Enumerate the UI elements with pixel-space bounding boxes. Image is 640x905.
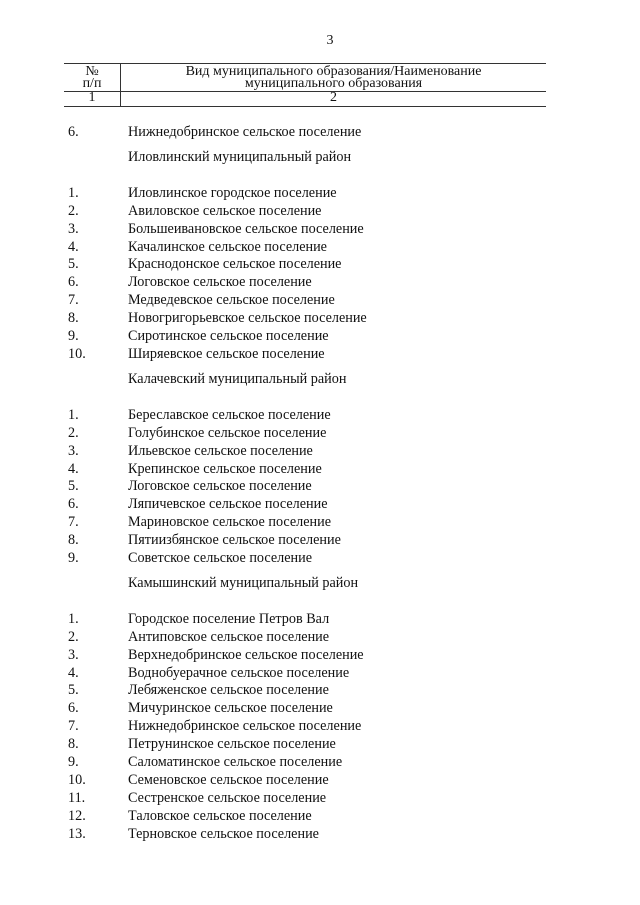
item-number: 5. [68,478,79,495]
list-item [68,292,588,310]
item-name: Логовское сельское поселение [128,274,312,291]
list-item [68,629,588,647]
item-number: 4. [68,460,79,477]
header-name-line2: муниципального образования [244,76,423,91]
item-name: Голубинское сельское поселение [128,424,327,441]
header-index-row [64,92,546,107]
item-number: 2. [68,424,79,441]
item-name: Таловское сельское поселение [128,807,312,824]
item-name: Логовское сельское поселение [128,478,312,495]
list-item [68,532,588,550]
list-item [68,718,588,736]
settlement-list [68,124,588,851]
item-name: Сиротинское сельское поселение [128,328,329,345]
list-item [68,425,588,443]
list-item [68,328,588,346]
item-number: 1. [68,610,79,627]
list-item [68,256,588,274]
list-item [68,808,588,826]
item-name: Медведевское сельское поселение [128,292,335,309]
districts-container [68,149,588,844]
list-item [68,682,588,700]
item-number: 5. [68,682,79,699]
item-number: 4. [68,664,79,681]
item-name: Ильевское сельское поселение [128,442,313,459]
list-item [68,239,588,257]
header-row [64,64,546,92]
list-item [68,550,588,568]
list-item [68,647,588,665]
item-name: Терновское сельское поселение [128,825,319,842]
list-item [68,700,588,718]
item-name: Нижнедобринское сельское поселение [128,718,362,735]
item-number: 8. [68,736,79,753]
item-number: 9. [68,328,79,345]
district-section [68,371,588,568]
item-number: 4. [68,238,79,255]
item-number: 6. [68,700,79,717]
item-number: 8. [68,532,79,549]
item-number: 3. [68,646,79,663]
item-number: 7. [68,292,79,309]
item-name: Семеновское сельское поселение [128,772,329,788]
item-name: Лебяженское сельское поселение [128,682,329,699]
list-item [68,203,588,221]
list-item [68,736,588,754]
list-item [68,310,588,328]
item-name: Верхнедобринское сельское поселение [128,646,364,663]
item-number: 1. [68,184,79,201]
item-name: Саломатинское сельское поселение [128,754,343,771]
list-item [68,665,588,683]
list-item [68,496,588,514]
list-item [68,754,588,772]
item-name: Нижнедобринское сельское поселение [128,124,362,140]
item-number: 5. [68,256,79,273]
item-number: 9. [68,754,79,771]
district-title: Калачевский муниципальный район [128,370,347,387]
list-item [68,478,588,496]
item-name: Петрунинское сельское поселение [128,736,336,753]
item-name: Новогригорьевское сельское поселение [128,310,367,327]
header-name-line1: Вид муниципального образования/Наименование [185,64,482,79]
header-number-abbrev: п/п [82,76,102,91]
item-number: 6. [68,124,79,140]
item-number: 6. [68,496,79,513]
item-name: Береславское сельское поселение [128,406,331,423]
list-item [68,514,588,532]
list-item [68,274,588,292]
item-number: 3. [68,442,79,459]
item-name: Городское поселение Петров Вал [128,610,330,627]
list-item [68,124,588,142]
item-name: Авиловское сельское поселение [128,202,322,219]
item-name: Советское сельское поселение [128,550,312,567]
item-name: Антиповское сельское поселение [128,628,330,645]
list-item [68,461,588,479]
header-number-sign: № [85,64,99,79]
item-name: Воднобуерачное сельское поселение [128,664,350,681]
item-number: 6. [68,274,79,291]
item-name: Крепинское сельское поселение [128,460,322,477]
header-name-cell [121,64,547,92]
item-number: 2. [68,628,79,645]
header-table [64,63,546,107]
list-item [68,221,588,239]
item-name: Ширяевское сельское поселение [128,345,325,362]
item-number: 2. [68,202,79,219]
item-number: 10. [68,345,86,362]
district-section [68,575,588,844]
list-item [68,443,588,461]
item-name: Краснодонское сельское поселение [128,256,342,273]
item-number: 13. [68,825,86,842]
header-index-1: 1 [64,92,121,107]
item-name: Мариновское сельское поселение [128,514,332,531]
list-item [68,346,588,364]
item-number: 9. [68,550,79,567]
list-item [68,790,588,808]
district-title: Иловлинский муниципальный район [128,148,352,165]
district-section [68,149,588,364]
item-number: 8. [68,310,79,327]
list-item [68,611,588,629]
item-number: 1. [68,406,79,423]
item-name: Качалинское сельское поселение [128,238,327,255]
item-number: 11. [68,789,86,806]
item-number: 7. [68,718,79,735]
list-item [68,772,588,790]
item-number: 10. [68,772,86,788]
header-number-cell [64,64,121,92]
item-name: Пятиизбянское сельское поселение [128,532,341,549]
item-number: 12. [68,807,86,824]
list-item [68,407,588,425]
item-name: Большеивановское сельское поселение [128,220,364,237]
item-number: 3. [68,220,79,237]
district-title: Камышинский муниципальный район [128,574,359,591]
item-name: Сестренское сельское поселение [128,789,327,806]
header-index-2: 2 [121,92,547,107]
page-number: 3 [326,33,334,48]
list-item [68,826,588,844]
item-name: Мичуринское сельское поселение [128,700,333,717]
item-name: Иловлинское городское поселение [128,184,337,201]
item-name: Ляпичевское сельское поселение [128,496,328,513]
list-item [68,185,588,203]
item-number: 7. [68,514,79,531]
